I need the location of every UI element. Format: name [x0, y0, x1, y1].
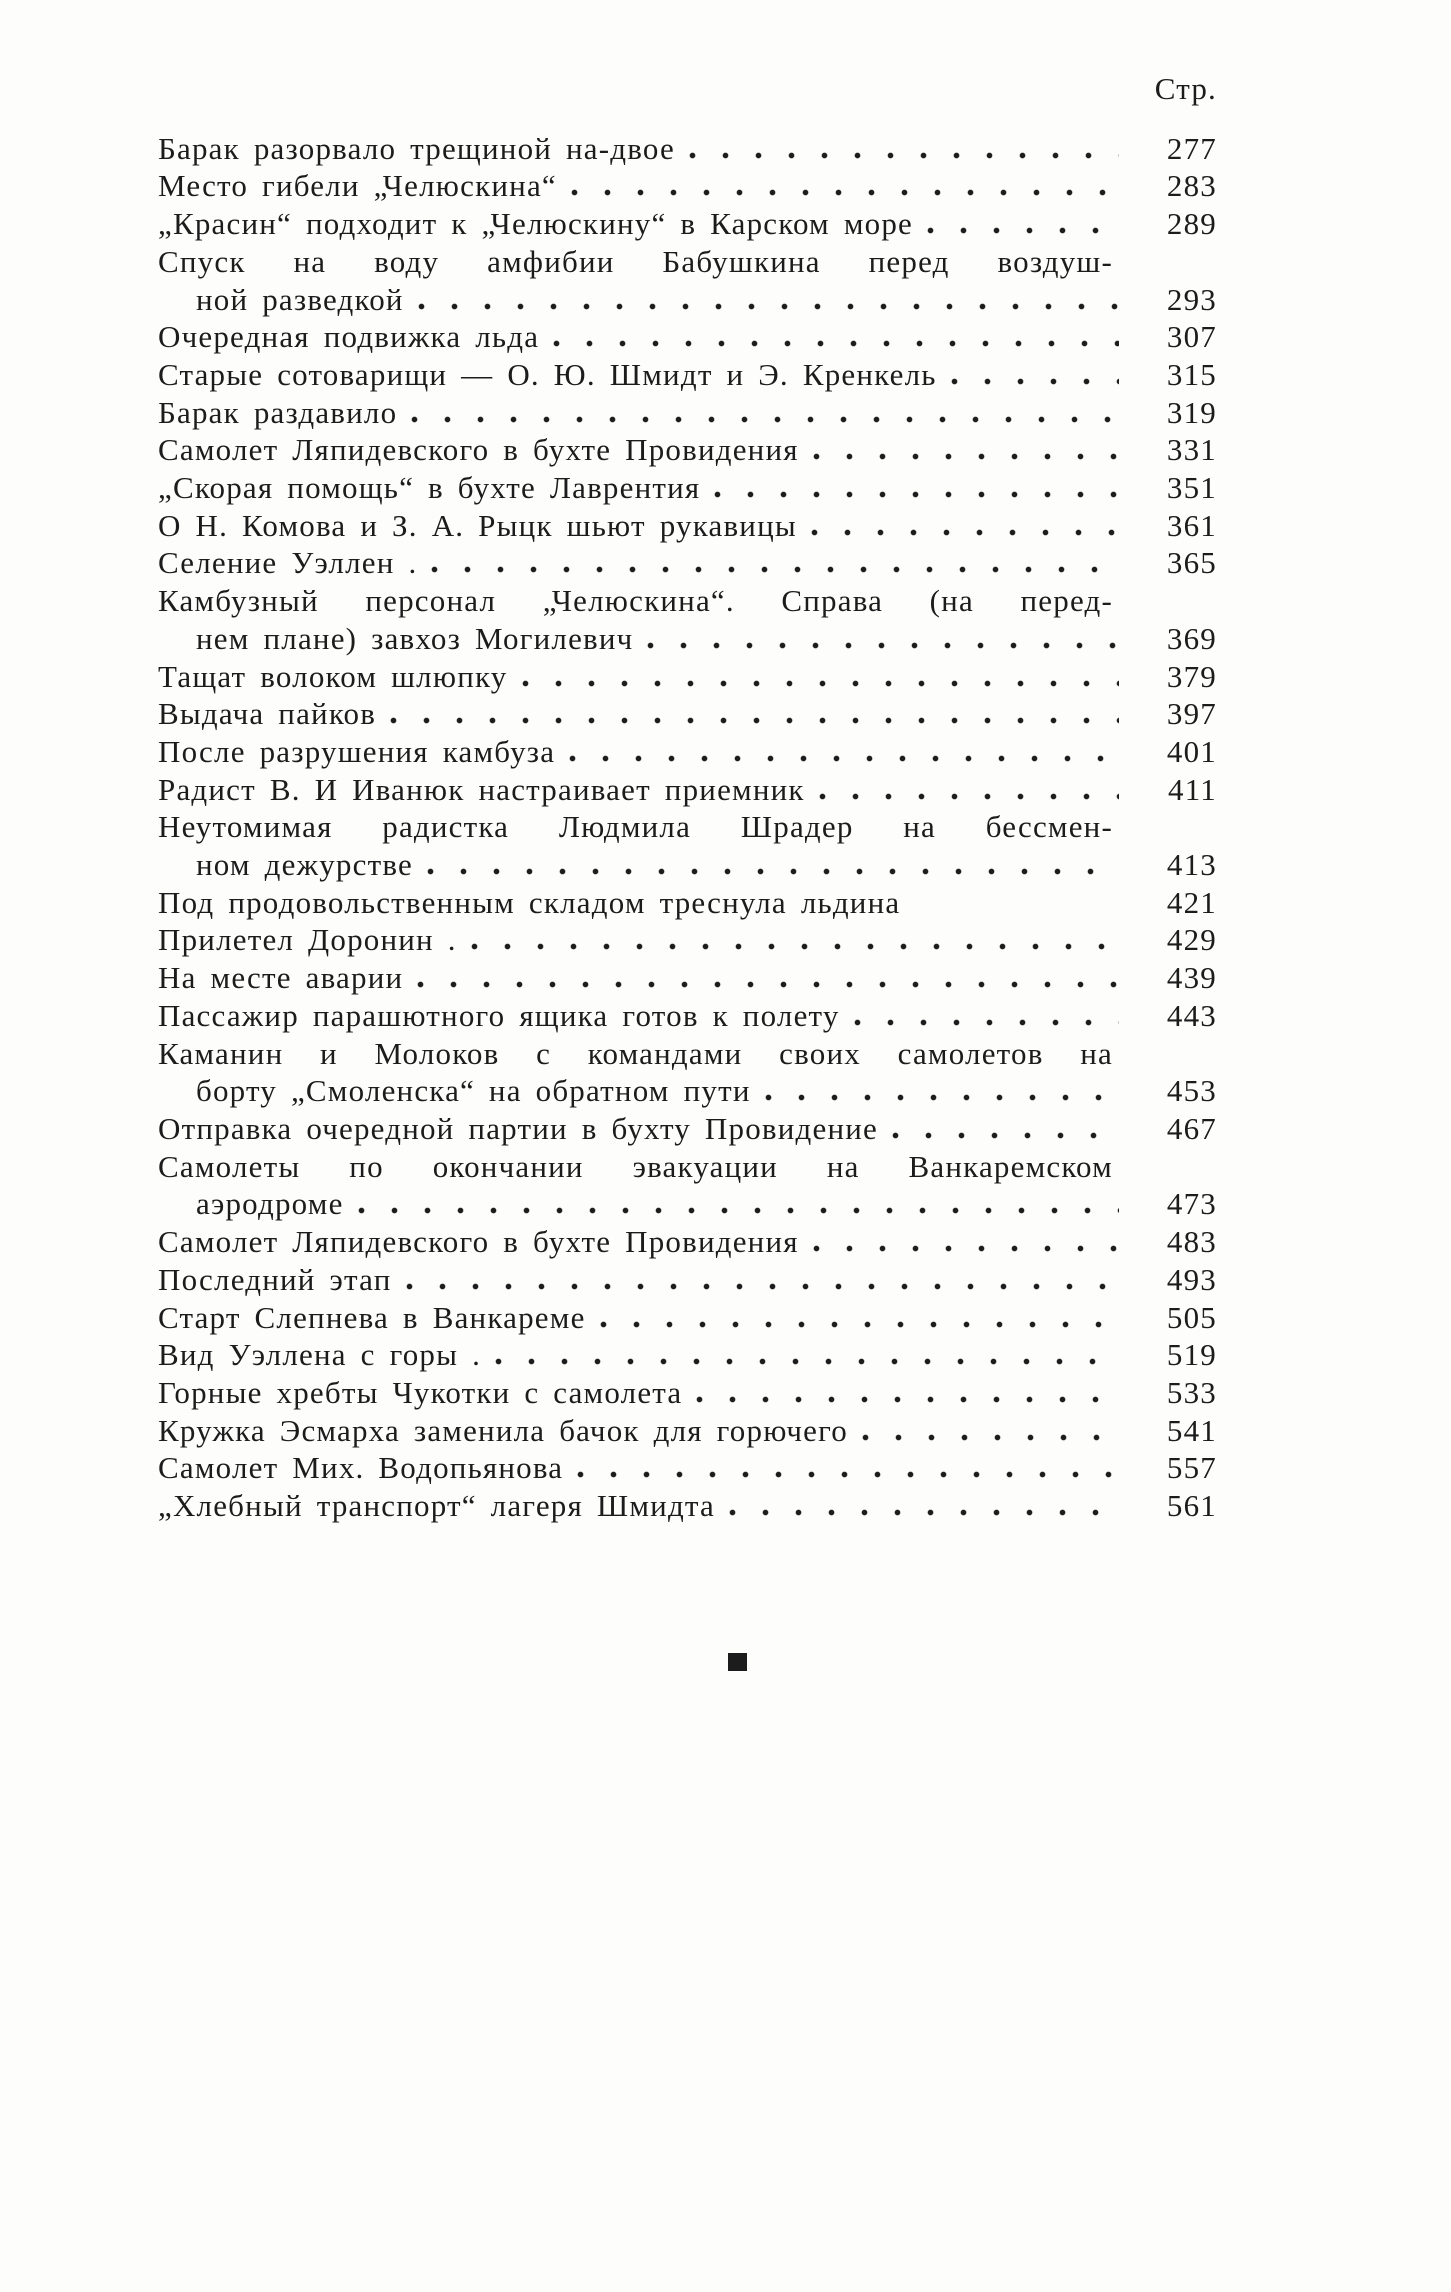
toc-page-number: 439	[1166, 960, 1217, 996]
toc-entry-text: Старые сотоварищи — О. Ю. Шмидт и Э. Кренкель	[158, 356, 937, 392]
toc-page-number: 283	[1166, 168, 1217, 204]
toc-entry-line	[158, 318, 1217, 356]
toc-entry-line	[158, 431, 1217, 469]
dot-leader	[951, 378, 1119, 385]
toc-entry-text: О Н. Комова и З. А. Рыцк шьют рукавицы	[158, 507, 797, 543]
dot-leader	[569, 755, 1119, 762]
toc-entry-text: Выдача пайков	[158, 696, 377, 732]
toc-entry-line	[158, 1449, 1217, 1487]
toc-entry-text: Барак разорвало трещиной на-двое	[158, 130, 675, 166]
toc-page-number: 319	[1166, 394, 1217, 430]
dot-leader	[358, 1207, 1119, 1214]
dot-leader	[577, 1471, 1119, 1478]
toc-entry-text: Селение Уэллен .	[158, 545, 418, 581]
toc-page-number: 493	[1166, 1261, 1217, 1297]
toc-entry-text: Последний этап	[158, 1261, 392, 1297]
toc-entry-text: „Хлебный транспорт“ лагеря Шмидта	[158, 1488, 716, 1524]
toc-entry-line	[158, 771, 1217, 809]
dot-leader	[813, 1245, 1119, 1252]
dot-leader	[600, 1321, 1119, 1328]
toc-page-number: 421	[1166, 884, 1217, 920]
toc-entry-text: Камбузный персонал „Челюскина“. Справа (на перед-	[158, 583, 1113, 619]
toc-page-number: 365	[1166, 545, 1217, 581]
page-column-header-label: Стр.	[1154, 71, 1217, 106]
toc-entry-line	[158, 921, 1217, 959]
toc-entry-line	[158, 281, 1217, 319]
toc-entry-line	[158, 1035, 1217, 1073]
toc-entry-line	[158, 1148, 1217, 1186]
toc-entry-text: аэродроме	[196, 1186, 344, 1222]
dot-leader	[522, 680, 1119, 687]
toc-entry-line	[158, 695, 1217, 733]
toc-entry-text: На месте аварии	[158, 960, 404, 996]
toc-entry-line	[158, 167, 1217, 205]
toc-entry-line	[158, 658, 1217, 696]
toc-page-number: 315	[1166, 356, 1217, 392]
toc-page-number: 277	[1166, 130, 1217, 166]
toc-entry-line	[158, 959, 1217, 997]
toc-page-number: 557	[1166, 1450, 1217, 1486]
toc-entry-line	[158, 1223, 1217, 1261]
toc-entry-text: Горные хребты Чукотки с самолета	[158, 1374, 683, 1410]
toc-entry-text: Отправка очередной партии в бухту Провидение	[158, 1110, 879, 1146]
toc-page-number: 467	[1166, 1110, 1217, 1146]
toc-entry-text: Самолет Мих. Водопьянова	[158, 1450, 564, 1486]
toc-page-number: 519	[1166, 1337, 1217, 1373]
page-column-header	[158, 70, 1217, 108]
toc-page-number: 429	[1166, 922, 1217, 958]
toc-entry-text: Самолет Ляпидевского в бухте Провидения	[158, 432, 799, 468]
toc-entry-text: ной разведкой	[196, 281, 404, 317]
dot-leader	[862, 1434, 1119, 1441]
dot-leader	[927, 227, 1119, 234]
toc-entry-line	[158, 205, 1217, 243]
toc-page-number: 361	[1166, 507, 1217, 543]
toc-entry-line	[158, 1299, 1217, 1337]
toc-entry-line	[158, 1374, 1217, 1412]
toc-entry-line	[158, 582, 1217, 620]
toc-entry-text: Радист В. И Иванюк настраивает приемник	[158, 771, 805, 807]
toc-entry-line	[158, 846, 1217, 884]
toc-entry-line	[158, 620, 1217, 658]
toc-page-number: 401	[1166, 733, 1217, 769]
illustrations-toc-list	[158, 130, 1217, 1525]
toc-page-number: 331	[1166, 432, 1217, 468]
toc-page-number: 293	[1166, 281, 1217, 317]
dot-leader	[811, 529, 1119, 536]
dot-leader	[431, 566, 1119, 573]
toc-entry-text: Барак раздавило	[158, 394, 398, 430]
toc-entry-text: Очередная подвижка льда	[158, 319, 540, 355]
toc-page-number: 411	[1168, 771, 1217, 807]
toc-entry-text: Место гибели „Челюскина“	[158, 168, 557, 204]
toc-entry-text: „Красин“ подходит к „Челюскину“ в Карском море	[158, 206, 913, 242]
toc-entry-text: После разрушения камбуза	[158, 733, 556, 769]
toc-page-number: 505	[1166, 1299, 1217, 1335]
toc-page-number: 533	[1166, 1374, 1217, 1410]
dot-leader	[553, 340, 1119, 347]
dot-leader	[471, 943, 1119, 950]
toc-page-number: 379	[1166, 658, 1217, 694]
toc-page-number: 369	[1166, 620, 1217, 656]
dot-leader	[417, 981, 1119, 988]
toc-page-number: 351	[1166, 470, 1217, 506]
toc-entry-line	[158, 356, 1217, 394]
toc-entry-text: ном дежурстве	[196, 847, 413, 883]
toc-entry-line	[158, 1336, 1217, 1374]
toc-page-number: 483	[1166, 1224, 1217, 1260]
toc-entry-line	[158, 1261, 1217, 1299]
dot-leader	[854, 1019, 1119, 1026]
toc-page-number: 289	[1166, 206, 1217, 242]
toc-page-number: 397	[1166, 696, 1217, 732]
toc-entry-line	[158, 1185, 1217, 1223]
toc-page-number: 561	[1166, 1488, 1217, 1524]
toc-entry-text: борту „Смоленска“ на обратном пути	[196, 1073, 751, 1109]
dot-leader	[406, 1283, 1119, 1290]
toc-entry-text: Кружка Эсмарха заменила бачок для горючего	[158, 1412, 848, 1448]
toc-entry-text: Самолеты по окончании эвакуации на Ванкаремском	[158, 1148, 1113, 1184]
dot-leader	[696, 1396, 1119, 1403]
end-of-text-square-mark	[728, 1653, 747, 1671]
dot-leader	[390, 717, 1119, 724]
toc-entry-text: Пассажир парашютного ящика готов к полету	[158, 997, 840, 1033]
toc-entry-text: Самолет Ляпидевского в бухте Провидения	[158, 1224, 799, 1260]
toc-page-number: 541	[1166, 1412, 1217, 1448]
dot-leader	[427, 868, 1119, 875]
toc-page-number: 473	[1166, 1186, 1217, 1222]
dot-leader	[495, 1358, 1119, 1365]
toc-entry-line	[158, 884, 1217, 922]
toc-entry-text: Под продовольственным складом треснула льдина	[158, 884, 901, 920]
toc-entry-line	[158, 1110, 1217, 1148]
toc-entry-line	[158, 130, 1217, 168]
dot-leader	[729, 1509, 1119, 1516]
toc-page-number: 443	[1166, 997, 1217, 1033]
dot-leader	[714, 491, 1119, 498]
toc-entry-text: нем плане) завхоз Могилевич	[196, 620, 634, 656]
toc-entry-text: Неутомимая радистка Людмила Шрадер на бессмен-	[158, 809, 1113, 845]
dot-leader	[418, 303, 1119, 310]
toc-entry-line	[158, 507, 1217, 545]
toc-entry-text: Спуск на воду амфибии Бабушкина перед воздуш-	[158, 243, 1113, 279]
toc-page-number: 453	[1166, 1073, 1217, 1109]
dot-leader	[819, 793, 1119, 800]
dot-leader	[689, 152, 1119, 159]
toc-entry-text: Каманин и Молоков с командами своих самолетов на	[158, 1035, 1113, 1071]
dot-leader	[647, 642, 1119, 649]
toc-page-number: 413	[1166, 847, 1217, 883]
dot-leader	[813, 453, 1119, 460]
toc-entry-line	[158, 469, 1217, 507]
toc-entry-text: Прилетел Доронин .	[158, 922, 457, 958]
toc-entry-text: Тащат волоком шлюпку	[158, 658, 508, 694]
toc-entry-line	[158, 733, 1217, 771]
dot-leader	[571, 189, 1119, 196]
toc-entry-line	[158, 243, 1217, 281]
toc-entry-line	[158, 1412, 1217, 1450]
toc-entry-line	[158, 1487, 1217, 1525]
dot-leader	[765, 1094, 1119, 1101]
toc-entry-line	[158, 997, 1217, 1035]
toc-entry-line	[158, 1072, 1217, 1110]
toc-page-number: 307	[1166, 319, 1217, 355]
toc-entry-text: Вид Уэллена с горы .	[158, 1337, 482, 1373]
toc-entry-line	[158, 394, 1217, 432]
dot-leader	[411, 416, 1119, 423]
dot-leader	[892, 1132, 1119, 1139]
toc-entry-text: „Скорая помощь“ в бухте Лаврентия	[158, 470, 701, 506]
toc-entry-text: Старт Слепнева в Ванкареме	[158, 1299, 586, 1335]
toc-entry-line	[158, 544, 1217, 582]
toc-entry-line	[158, 808, 1217, 846]
